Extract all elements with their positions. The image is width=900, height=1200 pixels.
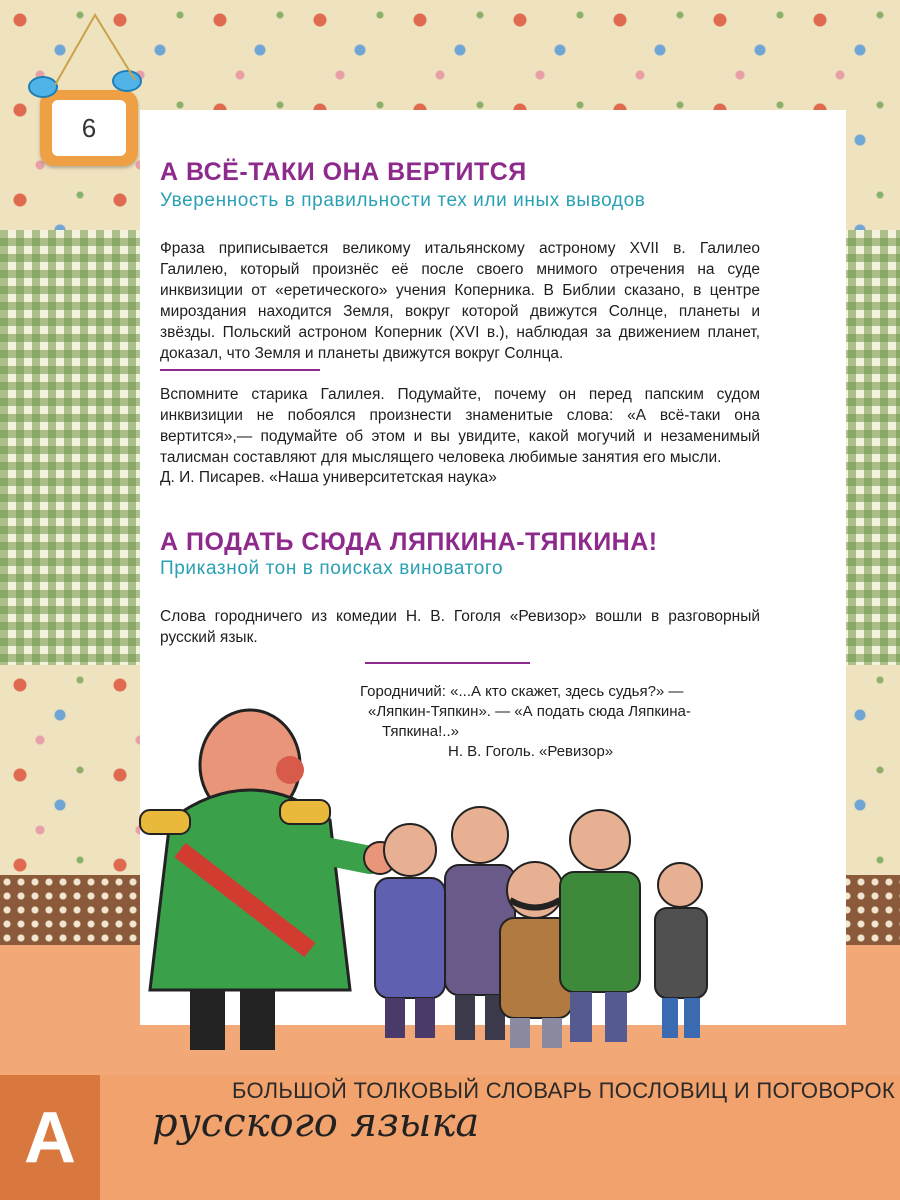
entry-body: Фраза приписывается великому итальянскому астроному XVII в. Галилео Галилею, который произнёс её после своего мнимого отречения на суде инквизиции от «еретического» учения Коперника. В Библии сказано, в центре мироздания находится Земля, вокруг которой движутся Солнце, планеты и звёзды. Польский астроном Коперник (XVI в.), наблюдая за движением планет, доказал, что Земля и планеты движутся вокруг Солнца. bbox=[160, 240, 760, 362]
mayor-figure bbox=[140, 710, 396, 1050]
entry-subtitle: Уверенность в правильности тех или иных выводов bbox=[160, 190, 646, 211]
entry-body: Слова городничего из комедии Н. В. Гоголя «Ревизор» вошли в разговорный русский язык. bbox=[160, 608, 760, 646]
frame-string-icon bbox=[50, 10, 140, 90]
section-letter: А bbox=[0, 1075, 100, 1200]
divider bbox=[365, 662, 530, 664]
entry-title: А ВСЁ-ТАКИ ОНА ВЕРТИТСЯ bbox=[160, 158, 527, 186]
page-number: 6 bbox=[52, 100, 126, 156]
gorodnichy-illustration bbox=[80, 700, 740, 1070]
divider bbox=[160, 369, 320, 371]
quote-source: Д. И. Писарев. «Наша университетская наука» bbox=[160, 469, 497, 486]
quote-line: Тяпкина!..» bbox=[382, 723, 459, 740]
quote-line: Городничий: «...А кто скажет, здесь судья?» — bbox=[360, 683, 684, 700]
quote-text: Вспомните старика Галилея. Подумайте, почему он перед папским судом инквизиции не побоялся произнести знаменитые слова: «А всё-таки она вертится»,— подумайте об этом и вы увидите, какой могучий и незаменимый талисман составляют для мыслящего человека любимые занятия его мысли. bbox=[160, 386, 760, 466]
entry-title: А ПОДАТЬ СЮДА ЛЯПКИНА-ТЯПКИНА! bbox=[160, 528, 658, 556]
quote-source: Н. В. Гоголь. «Ревизор» bbox=[448, 743, 614, 760]
quote-line: «Ляпкин-Тяпкин». — «А подать сюда Ляпкина- bbox=[368, 703, 691, 720]
officials-group bbox=[375, 807, 707, 1048]
page-number-frame bbox=[40, 90, 138, 166]
book-subtitle: русского языка bbox=[152, 1100, 480, 1146]
entry-subtitle: Приказной тон в поисках виноватого bbox=[160, 558, 504, 579]
book-title: БОЛЬШОЙ ТОЛКОВЫЙ СЛОВАРЬ ПОСЛОВИЦ И ПОГОВОРОК bbox=[232, 1078, 896, 1103]
